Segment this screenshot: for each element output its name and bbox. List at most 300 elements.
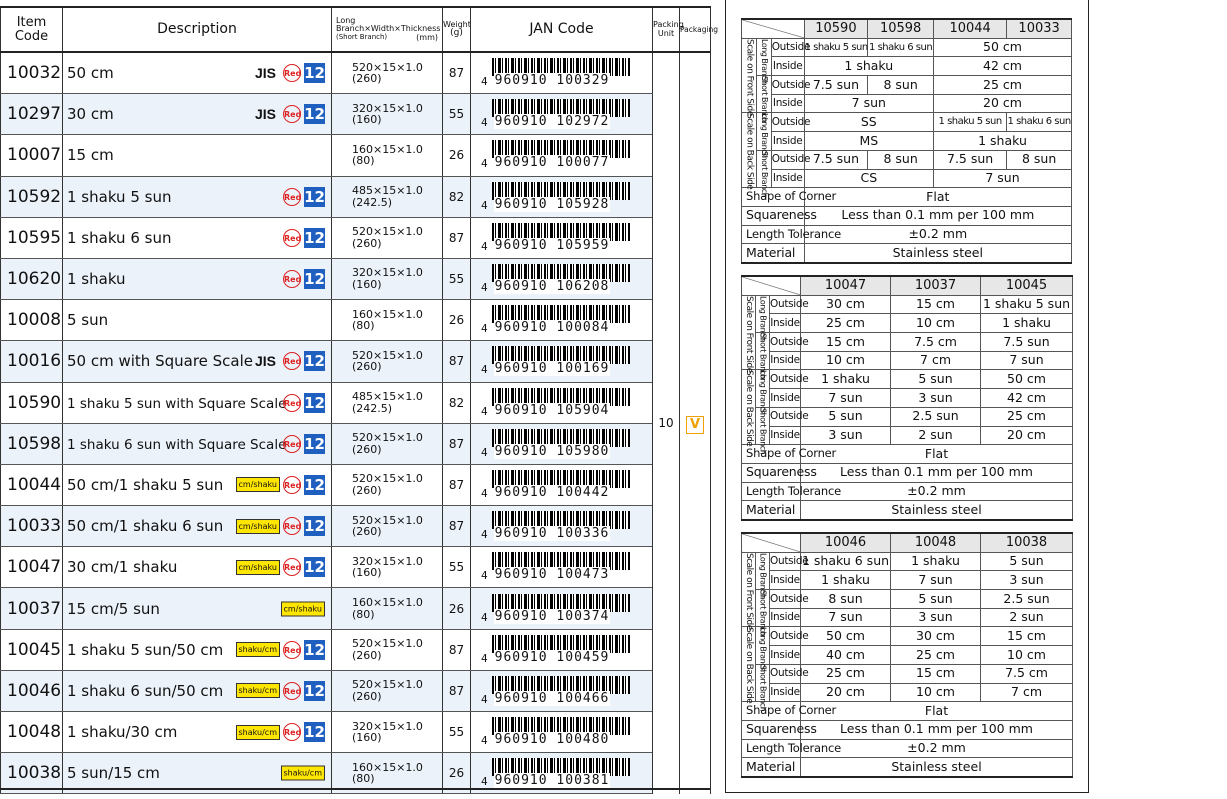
cm-shaku-badge: cm/shaku: [236, 560, 280, 575]
jan-code: [471, 712, 653, 753]
packing-unit-value: 10: [653, 52, 680, 794]
dimensions-short: (80): [352, 772, 375, 786]
diagonal-corner: [742, 276, 801, 295]
item-code: 10032: [1, 52, 63, 94]
item-code: 10044: [1, 464, 63, 505]
barcode-prefix: 4: [481, 75, 488, 89]
barcode: [481, 58, 652, 88]
table-row: [1, 670, 711, 711]
jan-code: [471, 258, 653, 299]
weight: 87: [443, 52, 471, 94]
spec-cell: 8 sun: [801, 590, 891, 609]
description: [63, 588, 332, 629]
spec-cell: 15 cm: [981, 627, 1073, 646]
spec-cell: 5 sun: [891, 370, 981, 389]
spec-cell: 7 sun: [891, 571, 981, 590]
spec-cell: 1 shaku: [804, 57, 933, 76]
inside-label: Inside: [771, 94, 804, 113]
description: [63, 629, 332, 670]
spec-cell: 3 sun: [891, 389, 981, 408]
marks: [283, 269, 325, 289]
marks: [281, 601, 325, 616]
spec-cell: 1 shaku 6 sun: [801, 552, 891, 571]
dimensions-main: 520×15×1.0: [352, 637, 423, 651]
squareness-value: Less than 0.1 mm per 100 mm: [804, 206, 1071, 225]
squareness-value: Less than 0.1 mm per 100 mm: [801, 463, 1073, 482]
description-text: 1 shaku 6 sun/50 cm: [67, 681, 224, 700]
barcode-number: 960910 100442: [494, 484, 610, 500]
spec-cell: 10 cm: [981, 646, 1073, 665]
packaging-header: Packaging: [680, 7, 711, 52]
description: [63, 176, 332, 217]
inside-label: Inside: [770, 426, 801, 445]
tolerance-value: ±0.2 mm: [801, 482, 1073, 501]
barcode-number: 960910 100480: [494, 732, 610, 748]
dimensions-main: 320×15×1.0: [352, 554, 423, 568]
short-branch-label: Short Branch: [756, 590, 770, 627]
twelve-mark: 12: [304, 723, 325, 742]
twelve-mark: 12: [304, 352, 325, 371]
product-table: [0, 6, 719, 794]
item-code: 10595: [1, 217, 63, 258]
spec-cell: 5 sun: [981, 552, 1073, 571]
dimensions-short: (160): [352, 731, 382, 745]
spec-cell: 1 shaku: [801, 370, 891, 389]
description: [63, 258, 332, 299]
twelve-mark: 12: [304, 517, 325, 536]
cm-shaku-badge: cm/shaku: [281, 601, 325, 616]
barcode: [481, 511, 652, 541]
table-row: [1, 712, 711, 753]
barcode: [481, 470, 652, 500]
spec-cell: 25 cm: [891, 646, 981, 665]
dimensions-main: 520×15×1.0: [352, 60, 423, 74]
twelve-mark: 12: [304, 475, 325, 494]
spec-cell: 7.5 cm: [891, 333, 981, 352]
jis-mark: JIS: [254, 106, 276, 123]
description-text: 50 cm/1 shaku 5 sun: [67, 475, 224, 494]
front-side-label: Scale on Front Side: [742, 295, 756, 370]
table-row: [1, 382, 711, 423]
spec-cell: 1 shaku: [801, 571, 891, 590]
item-code-header: Item Code: [1, 7, 63, 52]
spec-cell: 25 cm: [801, 664, 891, 683]
twelve-mark: 12: [304, 228, 325, 247]
corner-label: Shape of Corner: [742, 445, 801, 464]
short-branch-label: Short Branch: [756, 150, 771, 187]
spec-cell: 42 cm: [934, 57, 1072, 76]
material-label: Material: [742, 244, 805, 263]
description-header: Description: [63, 7, 332, 52]
tolerance-label: Length Tolerance: [742, 225, 805, 244]
dimensions: [332, 588, 443, 629]
marks: [283, 228, 325, 248]
red-mark: Red: [283, 641, 301, 659]
description-text: 50 cm with Square Scale: [67, 352, 254, 371]
barcode-prefix: 4: [481, 404, 488, 418]
red-mark: Red: [283, 229, 301, 247]
description: [63, 506, 332, 547]
description: [63, 300, 332, 341]
spec-cell: 7 sun: [801, 389, 891, 408]
marks: [236, 475, 325, 495]
red-mark: Red: [283, 270, 301, 288]
inside-label: Inside: [770, 571, 801, 590]
barcode-number: 960910 100084: [494, 320, 610, 336]
jan-code: [471, 629, 653, 670]
spec-cell: 8 sun: [1007, 150, 1072, 169]
twelve-mark: 12: [304, 105, 325, 124]
weight: 87: [443, 464, 471, 505]
description-text: 1 shaku 6 sun with Square Scale: [67, 436, 287, 453]
spec-cell: CS: [804, 169, 933, 188]
jis-mark: JIS: [254, 65, 276, 82]
spec1-col-10044: 10044: [934, 19, 1007, 38]
twelve-mark: 12: [304, 640, 325, 659]
description-text: 50 cm/1 shaku 6 sun: [67, 517, 224, 536]
description: [63, 94, 332, 135]
table-row: [1, 52, 711, 94]
item-code: 10038: [1, 753, 63, 794]
corner-value: Flat: [801, 702, 1073, 721]
jan-code: [471, 588, 653, 629]
red-mark: Red: [283, 517, 301, 535]
barcode-prefix: 4: [481, 775, 488, 789]
barcode: [481, 99, 652, 129]
dimensions-short: (80): [352, 154, 375, 168]
table-row: [1, 135, 711, 176]
item-code: 10598: [1, 423, 63, 464]
inside-label: Inside: [770, 683, 801, 702]
item-code: 10297: [1, 94, 63, 135]
weight: 87: [443, 341, 471, 382]
weight-header: Weight (g): [443, 7, 471, 52]
marks: [283, 434, 325, 454]
description: [63, 464, 332, 505]
outside-label: Outside: [770, 370, 801, 389]
dimensions-short: (260): [352, 442, 382, 456]
dimensions: [332, 176, 443, 217]
spec-cell: 8 sun: [868, 150, 934, 169]
spec-cell: 7 sun: [804, 94, 933, 113]
spec-cell: 2 sun: [891, 426, 981, 445]
weight: 87: [443, 506, 471, 547]
description-text: 1 shaku 5 sun with Square Scale: [67, 395, 287, 412]
marks: [236, 516, 325, 536]
barcode: [481, 717, 652, 747]
shaku-cm-badge: shaku/cm: [236, 683, 280, 698]
description-text: 1 shaku/30 cm: [67, 723, 178, 742]
material-value: Stainless steel: [804, 244, 1071, 263]
long-branch-label: Long Branch: [756, 552, 770, 589]
outside-label: Outside: [771, 113, 804, 132]
spec-panel: [725, 0, 1089, 793]
long-branch-label: Long Branch: [756, 38, 771, 75]
dimensions: [332, 300, 443, 341]
barcode-number: 960910 100374: [494, 608, 610, 624]
weight: 55: [443, 94, 471, 135]
spec1-col-10590: 10590: [804, 19, 868, 38]
inside-label: Inside: [770, 646, 801, 665]
material-value: Stainless steel: [801, 501, 1073, 520]
barcode-number: 960910 100329: [494, 73, 610, 89]
spec1-header: [742, 19, 1072, 38]
spec-cell: 1 shaku 5 sun: [981, 295, 1073, 314]
short-branch-label: Short Branch: [756, 76, 771, 113]
dimensions-main: 160×15×1.0: [352, 307, 423, 321]
table-row: [1, 423, 711, 464]
spec1-col-10033: 10033: [1007, 19, 1072, 38]
spec-table-1: [741, 18, 1072, 264]
material-label: Material: [742, 758, 801, 777]
squareness-label: Squareness: [742, 463, 801, 482]
spec-cell: 25 cm: [981, 407, 1073, 426]
twelve-mark: 12: [304, 681, 325, 700]
dimensions-main: 320×15×1.0: [352, 719, 423, 733]
barcode: [481, 594, 652, 624]
spec-cell: 2.5 sun: [981, 590, 1073, 609]
diagonal-corner: [742, 19, 805, 38]
red-mark: Red: [283, 476, 301, 494]
dimensions-short: (260): [352, 360, 382, 374]
spec-cell: 8 sun: [868, 76, 934, 95]
jan-code: [471, 300, 653, 341]
dimension-header: [332, 7, 443, 52]
spec1-col-10598: 10598: [868, 19, 934, 38]
dimensions-short: (160): [352, 278, 382, 292]
spec-cell: 7 sun: [981, 351, 1073, 370]
outside-label: Outside: [770, 295, 801, 314]
twelve-mark: 12: [304, 64, 325, 83]
item-code: 10016: [1, 341, 63, 382]
spec-cell: 42 cm: [981, 389, 1073, 408]
twelve-mark: 12: [304, 393, 325, 412]
spec-cell: 5 sun: [891, 590, 981, 609]
jan-code: [471, 94, 653, 135]
spec-cell: 1 shaku: [934, 132, 1072, 151]
description-text: 15 cm/5 sun: [67, 599, 160, 618]
twelve-mark: 12: [304, 434, 325, 453]
red-mark: Red: [283, 723, 301, 741]
spec-cell: 3 sun: [891, 608, 981, 627]
spec-cell: 20 cm: [981, 426, 1073, 445]
marks: [255, 63, 325, 83]
twelve-mark: 12: [304, 270, 325, 289]
dimensions-short: (260): [352, 72, 382, 86]
material-label: Material: [742, 501, 801, 520]
dimensions: [332, 258, 443, 299]
outside-label: Outside: [770, 333, 801, 352]
spec-cell: 7 sun: [801, 608, 891, 627]
spec-cell: 40 cm: [801, 646, 891, 665]
front-side-label: Scale on Front Side: [742, 552, 756, 627]
jan-code: [471, 176, 653, 217]
dimensions: [332, 712, 443, 753]
tolerance-label: Length Tolerance: [742, 482, 801, 501]
barcode: [481, 676, 652, 706]
dimensions-main: 520×15×1.0: [352, 472, 423, 486]
twelve-mark: 12: [304, 558, 325, 577]
dimensions: [332, 217, 443, 258]
barcode: [481, 140, 652, 170]
table-row: [1, 94, 711, 135]
spec-cell: 50 cm: [801, 627, 891, 646]
barcode-prefix: 4: [481, 281, 488, 295]
description: [63, 341, 332, 382]
inside-label: Inside: [771, 169, 804, 188]
table-row: [1, 258, 711, 299]
dimensions-short: (160): [352, 566, 382, 580]
weight: 26: [443, 300, 471, 341]
red-mark: Red: [283, 435, 301, 453]
description-text: 30 cm/1 shaku: [67, 558, 178, 577]
dimension-header-line1: Long Branch×Width×Thickness: [336, 15, 441, 34]
barcode-prefix: 4: [481, 692, 488, 706]
inside-label: Inside: [770, 314, 801, 333]
outside-label: Outside: [770, 627, 801, 646]
barcode-prefix: 4: [481, 239, 488, 253]
description-text: 1 shaku: [67, 270, 126, 289]
dimensions-short: (260): [352, 525, 382, 539]
item-code: 10037: [1, 588, 63, 629]
jan-code: [471, 217, 653, 258]
long-branch-label: Long Branch: [756, 295, 770, 332]
outside-label: Outside: [771, 38, 804, 57]
description: [63, 382, 332, 423]
red-mark: Red: [283, 682, 301, 700]
item-code: 10048: [1, 712, 63, 753]
spec-cell: 7.5 sun: [981, 333, 1073, 352]
spec-cell: 15 cm: [801, 333, 891, 352]
barcode: [481, 182, 652, 212]
spec-cell: 2 sun: [981, 608, 1073, 627]
jan-code: [471, 52, 653, 94]
back-side-label: Scale on Back Side: [742, 370, 756, 445]
item-code: 10045: [1, 629, 63, 670]
barcode-prefix: 4: [481, 322, 488, 336]
spec3-col-header: 10046: [801, 533, 891, 552]
twelve-mark: 12: [304, 187, 325, 206]
barcode-prefix: 4: [481, 734, 488, 748]
spec2-header: [742, 276, 1073, 295]
barcode-number: 960910 100336: [494, 526, 610, 542]
jan-code: [471, 423, 653, 464]
dimensions-main: 520×15×1.0: [352, 513, 423, 527]
dimensions-main: 160×15×1.0: [352, 595, 423, 609]
item-code: 10033: [1, 506, 63, 547]
barcode: [481, 223, 652, 253]
spec3-col-header: 10048: [891, 533, 981, 552]
outside-label: Outside: [771, 76, 804, 95]
table-row: [1, 464, 711, 505]
corner-value: Flat: [801, 445, 1073, 464]
item-code: 10047: [1, 547, 63, 588]
tolerance-value: ±0.2 mm: [804, 225, 1071, 244]
tolerance-label: Length Tolerance: [742, 739, 801, 758]
spec-cell: 1 shaku 5 sun: [934, 113, 1007, 132]
short-branch-label: Short Branch: [756, 333, 770, 370]
long-branch-label: Long Branch: [756, 113, 771, 150]
spec-cell: 25 cm: [801, 314, 891, 333]
barcode-prefix: 4: [481, 445, 488, 459]
spec-cell: 15 cm: [891, 664, 981, 683]
red-mark: Red: [283, 105, 301, 123]
outside-label: Outside: [770, 664, 801, 683]
marks: [236, 557, 325, 577]
description-text: 1 shaku 5 sun/50 cm: [67, 640, 224, 659]
barcode-prefix: 4: [481, 651, 488, 665]
squareness-label: Squareness: [742, 206, 805, 225]
spec-cell: 1 shaku: [981, 314, 1073, 333]
item-code: 10620: [1, 258, 63, 299]
spec-cell: 7.5 sun: [804, 76, 868, 95]
dimensions-main: 320×15×1.0: [352, 266, 423, 280]
dimension-header-line2: (Short Branch): [336, 32, 388, 41]
squareness-value: Less than 0.1 mm per 100 mm: [801, 720, 1073, 739]
dimensions-short: (260): [352, 689, 382, 703]
jan-code: [471, 135, 653, 176]
description: [63, 52, 332, 94]
spec-cell: 7 cm: [981, 683, 1073, 702]
description: [63, 217, 332, 258]
dimensions: [332, 506, 443, 547]
jan-code: [471, 670, 653, 711]
table-row: [1, 176, 711, 217]
shaku-cm-badge: shaku/cm: [281, 766, 325, 781]
dimensions-short: (80): [352, 607, 375, 621]
spec-cell: 2.5 sun: [891, 407, 981, 426]
red-mark: Red: [283, 64, 301, 82]
barcode-prefix: 4: [481, 363, 488, 377]
marks: [281, 766, 325, 781]
item-code: 10007: [1, 135, 63, 176]
diagonal-corner: [742, 533, 801, 552]
dimensions-main: 160×15×1.0: [352, 142, 423, 156]
spec-cell: 10 cm: [891, 683, 981, 702]
barcode: [481, 346, 652, 376]
spec-cell: 50 cm: [981, 370, 1073, 389]
squareness-label: Squareness: [742, 720, 801, 739]
packaging-cell: [680, 52, 711, 794]
short-branch-label: Short Branch: [756, 407, 770, 444]
spec-cell: 30 cm: [801, 295, 891, 314]
short-branch-label: Short Branch: [756, 664, 770, 701]
dimensions-short: (260): [352, 483, 382, 497]
barcode-prefix: 4: [481, 157, 488, 171]
dimensions-short: (242.5): [352, 195, 393, 209]
dimensions-short: (80): [352, 319, 375, 333]
spec-cell: 3 sun: [801, 426, 891, 445]
dimensions-short: (260): [352, 236, 382, 250]
outside-label: Outside: [770, 407, 801, 426]
back-side-label: Scale on Back Side: [742, 113, 757, 188]
dimensions-short: (160): [352, 113, 382, 127]
dimensions-main: 520×15×1.0: [352, 225, 423, 239]
description-text: 50 cm: [67, 64, 114, 83]
inside-label: Inside: [770, 608, 801, 627]
red-mark: Red: [283, 558, 301, 576]
tolerance-value: ±0.2 mm: [801, 739, 1073, 758]
spec-cell: 15 cm: [891, 295, 981, 314]
dimensions-main: 485×15×1.0: [352, 184, 423, 198]
marks: [283, 393, 325, 413]
weight: 26: [443, 135, 471, 176]
shaku-cm-badge: shaku/cm: [236, 642, 280, 657]
spec-cell: 7.5 sun: [804, 150, 868, 169]
barcode-number: 960910 105980: [494, 443, 610, 459]
spec-cell: 20 cm: [934, 94, 1072, 113]
dimensions: [332, 423, 443, 464]
